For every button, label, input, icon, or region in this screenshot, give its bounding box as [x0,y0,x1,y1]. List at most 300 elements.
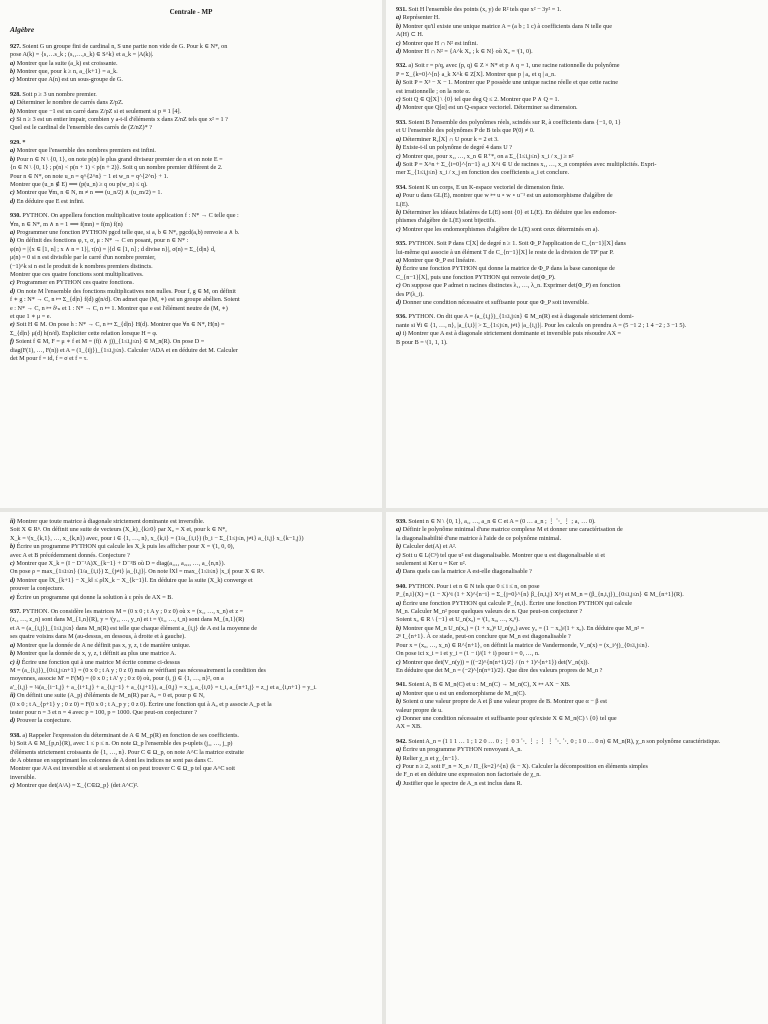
question-text: Montrer que la donnée de A ne définit pas x, y, z, t de manière unique. [16,641,191,649]
exercise-question [10,355,372,363]
exercise-statement-text: ∀m, n ∈ N*, m ∧ n = 1 ⟹ f(mn) = f(m) f(n) [10,220,123,228]
exercise-statement-line [396,6,758,14]
question-label: c) [396,762,401,770]
question-label: a) [396,256,402,264]
exercise-statement-text: et U l'ensemble des polynômes P de B tels que P(0) ≠ 0. [396,127,535,135]
question-text: Écrire une fonction qui à une matrice M écrite comme ci-dessus [21,658,181,666]
exercise-statement-line [10,608,372,616]
question-label: b) [396,698,402,706]
exercise-statement-text: de A obtenue en supprimant les colonnes de A dont les indices ne sont pas dans C. [10,756,213,764]
question-text: Montrer que M_n U_n(x₀) = (1 + x₀)ⁿ U_n(y₀) avec y₀ = (1 − x₀)/(1 + x₀). En déduire que M_n² = [402,624,645,632]
exercise-question [10,577,372,585]
exercise-statement-text: PYTHON. Soit P dans C[X] de degré n ≥ 1. Soit Φ_P l'application de C_{n−1}[X] dans [408,240,626,248]
question-text: la diagonalisabilité d'une matrice à l'aide de ce polynôme minimal. [396,534,562,542]
question-label: b) [396,624,402,632]
exercise-statement-line [396,591,758,599]
question-text: On pose ici x_i = i et y_i = (1 − i)/(1 + i) pour i = 0, …, n. [396,650,540,658]
exercise [396,583,758,675]
exercise-number: 933. [396,118,407,126]
question-label: c) [396,714,401,722]
question-text: Programmer une fonction PYTHON pgcd telle que, si a, b ∈ N*, pgcd(a,b) renvoie a ∧ b. [16,228,240,236]
exercise-question [396,616,758,624]
exercise-question [396,780,758,788]
exercise-question [396,339,758,347]
question-text: Définir le polynôme minimal d'une matrice complexe M et donner une caractérisation de [402,526,623,534]
question-label: c) [396,39,401,47]
question-text: Montrer que la suite (a_k) est croissante. [16,59,118,67]
question-text: Soient x₀ ∈ R \ {−1} et U_n(x₀) = ᵗ(1, x₀, …, x₀ⁿ). [396,616,520,624]
exercise-statement-line [396,738,758,746]
exercise-question [10,124,372,132]
question-label: f) [10,338,15,346]
exercise-question [396,568,758,576]
exercise-question [396,274,758,282]
question-text: Justifier que le spectre de A_n est inclus dans R. [402,779,523,787]
exercise-question [10,246,372,254]
exercise-statement-text: inversible. [10,773,36,781]
question-label: c) [10,116,15,124]
exercise-statement-line [10,774,372,782]
exercise-question [10,156,372,164]
exercise-statement-text: (z₁, …, z_n) sont dans M_{1,n}(R), y = ᵗ(y₁, …, y_n) et t = ᵗ(t₁, …, t_n) sont dans M_{n,1}(R) [10,616,245,624]
exercise-statement-text: Soient B l'ensemble des polynômes réels, scindés sur R, à coefficients dans {−1, 0, 1} [408,118,621,126]
exercise-question [396,201,758,209]
exercise-question [10,692,372,700]
exercise-number: 932. [396,62,407,70]
question-label: b) [396,208,402,216]
exercise-question [396,535,758,543]
exercise-question [396,299,758,307]
exercise-question [10,147,372,155]
exercise-question [396,763,758,771]
exercise [10,608,372,726]
question-text: Donner une condition nécessaire et suffisante pour qu'existe X ∈ M_n(C) \ {0} tel que [402,714,617,722]
question-text: Montrer qu'il existe une unique matrice A = (a b ; 1 c) à coefficients dans N telle que [402,22,613,30]
exercise-number: 942. [396,737,407,745]
exercise [10,518,372,602]
question-label: c) [396,152,401,160]
quadrant-bottom-left [0,512,382,1024]
question-text: Montrer que det(V_n(y)) = ((−2)^{n(n+1)/2} / (n + 1)^{n+1}) det(V_n(x)). [402,658,590,666]
question-label: c) [10,560,15,568]
question-text: X_k = ᵗ(x_{k,1}, …, x_{k,n}) avec, pour i ∈ {1, …, n}, x_{k,i} = (1/a_{i,i}) (b_i − Σ_{1≤j≤n, j≠i} a_{i,j} x_{k−1,j}) [10,534,304,542]
exercise-question [10,305,372,313]
exercise-number: 935. [396,240,407,248]
exercise-statement-text: Soit H l'ensemble des points (x, y) de R² tels que x² − 3y² = 1. [408,6,562,13]
exercise-question [396,560,758,568]
question-label: b) [396,22,402,30]
question-label: d) [10,287,16,295]
exercise [396,184,758,234]
question-label: ii) [10,518,16,525]
question-label: c) [396,658,401,666]
exercise-list [10,518,372,791]
exercise-statement-line [10,221,372,229]
question-text: Montrer que l'ensemble des nombres premiers est infini. [16,147,156,155]
exercise-question [10,271,372,279]
question-text: Écrire un programme PYTHON renvoyant A_n. [402,746,522,754]
exercise-question [10,164,372,172]
question-label: c) [10,782,15,790]
exercise-number: 941. [396,681,407,689]
question-text: μ(n) = 0 si n est divisible par le carré d'un nombre premier, [10,254,156,262]
question-text: φ(n) = |{x ∈ [1, n] ; x ∧ n = 1}|, τ(n) = |{d ∈ [1, n] ; d divise n}|, σ(n) = Σ_{d|n} d, [10,245,216,253]
question-text: On pose ρ = max_{1≤i≤n} (1/a_{i,i}) Σ_{j≠i} |a_{i,j}|. On note ‖X‖ = max_{1≤i≤n} |x_i| pour X ∈ Rⁿ. [10,568,265,576]
exercise-question [396,291,758,299]
exercise-statement-text: nante si ∀i ∈ {1, …, n}, |a_{i,i}| > Σ_{1≤j≤n, j≠i} |a_{i,j}|. Pour les calculs on prendra A = (5 −1 2 ; 1 4 −2 ; 3 −1 5). [396,321,687,329]
exercise-question [10,254,372,262]
exercise-statement-line [10,91,372,99]
question-label: a) [10,59,16,67]
exercise-question [10,782,372,790]
exercise-question [10,642,372,650]
exercise-question [10,116,372,124]
question-text: C_{n−1}[X], puis une fonction PYTHON qui renvoie det(Φ_P). [396,273,556,281]
question-text: Σ_{d|n} μ(d) h(n/d). Expliciter cette relation lorsque H = φ. [10,329,158,337]
exercise-statement-text: b) Soit A ∈ M_{p,n}(R), avec 1 ≤ p ≤ n. On note Ω_p l'ensemble des p-uplets (j₁, …, j_p) [10,740,233,748]
exercise-question [396,526,758,534]
question-text: valeur propre de u. [396,706,443,714]
question-label: ii) [10,692,16,700]
question-text: seulement si Ker u = Ker u². [396,560,467,568]
exercise-statement-text: PYTHON. On appellera fonction multiplicative toute application f : N* → C telle que : [22,212,239,220]
exercise-statement-text: ses quatre voisins dans M (au-dessus, en dessous, à droite et à gauche). [10,633,186,641]
question-text: Pour n ∈ N \ {0, 1}, on note p(n) le plus grand diviseur premier de n et on note E = [16,155,223,163]
question-text: Montrer que, pour x₁, …, x_n ∈ R⁺*, on a Σ_{1≤i,j≤n} x_i / x_j ≥ n² [402,152,574,160]
exercise-question [10,535,372,543]
question-text: Soit X ∈ Rⁿ. On définit une suite de vecteurs (X_k)_{k≥0} par X₀ = X et, pour k ∈ N*, [10,526,227,534]
question-text: Soit H ∈ M. On pose h : N* → C, n ↦ Σ_{d|n} H(d). Montrer que ∀n ∈ N*, H(n) = [16,321,225,329]
question-text: Montrer que ‖X_{k+1} − X_k‖ ≤ ρ‖X_k − X_{k−1}‖. En déduire que la suite (X_k) converge et [16,576,253,584]
question-text: a'_{i,j} = ¼(a_{i−1,j} + a_{i+1,j} + a_{i,j−1} + a_{i,j+1}), a_{0,j} = x_j, a_{i,0} = t_i, a_{n+1,j} = z_j et a_{i,n+1} = y_i. [10,683,317,691]
exercise-question [396,88,758,96]
question-label: a) [396,14,402,22]
question-text: det M pour f = id, f = σ et f = τ. [10,355,88,363]
question-label: a) [10,99,16,107]
exercise-question [396,153,758,161]
question-text: Montrer que u est un endomorphisme de M_n(C). [402,689,527,697]
question-label: d) [10,576,16,584]
exercise-list [396,6,758,347]
question-label: c) i) [10,658,21,666]
exercise-question [396,552,758,560]
question-text: Pour u dans GL(E), montrer que w ↦ u ∘ w ∘ u⁻¹ est un automorphisme d'algèbre de [402,192,613,200]
question-text: Calculer det(A) et A². [402,543,457,551]
exercise-question [396,667,758,675]
exercise-statement-text: Soient A_n = (1 1 1 … 1 ; 1 2 0 … 0 ; ⋮ 0 3 ⋱ ⋮ ; ⋮ ⋮ ⋱ ⋱ 0 ; 1 0 … 0 n) ∈ M_n(R), χ_n son polynôme caractéristique. [408,737,721,745]
exercise-question [10,237,372,245]
question-label: a) [396,526,402,534]
exercise [396,240,758,307]
question-text: Écrire une fonction PYTHON qui donne la matrice de Φ_P dans la base canonique de [402,265,615,273]
quadrant-top-left [0,0,382,508]
exercise-question [396,31,758,39]
exercise-question [396,226,758,234]
exercise [396,313,758,347]
question-text: Soit u ∈ L(Cⁿ) tel que u² est diagonalisable. Montrer que u est diagonalisable si et [402,551,605,559]
question-text: Soit P = X^n + Σ_{i=0}^{n−1} a_i X^i ∈ U de racines x₁, …, x_n comptées avec multiplicités. Expri- [402,160,657,168]
exercise-question [10,279,372,287]
question-label: a) [396,135,402,143]
exercise-question [396,96,758,104]
exercise-statement-text: pose A(k) = {s₁…s_k ; (s₁,…,s_k) ∈ S^k} et a_k = |A(k)|. [10,51,154,59]
exercise-number: 929. * [10,138,26,146]
exercise-statement-line [396,62,758,70]
question-label: d) [10,197,16,205]
question-label: c) [396,282,401,290]
exercise-number: 934. [396,183,407,191]
exercise-question [396,608,758,616]
question-text: Soient f ∈ M, F = μ ∗ f et M = (f(i ∧ j))_{1≤i,j≤n} ∈ M_n(R). On pose D = [15,338,205,346]
question-text: Montrer que det(AᵗA) = Σ_{C∈Ω_p} (det A^C)². [16,782,139,790]
exercise-statement-line [10,51,372,59]
question-text: (−1)^k si n est le produit de k nombres premiers distincts. [10,262,153,270]
question-text: Soient α une valeur propre de A et β une valeur propre de B. Montrer que α − β est [402,698,607,706]
page-header: Centrale - MP [169,8,213,16]
exercise-question [396,650,758,658]
exercise-statement-text: Soit p ≥ 3 un nombre premier. [22,90,97,98]
question-text: Écrire une fonction PYTHON qui calcule P_{n,i}. Écrire une fonction PYTHON qui calcule [402,599,633,607]
question-label: d) [396,48,402,56]
exercise-statement-text: PYTHON. Pour i et n ∈ N tels que 0 ≤ i ≤ n, on pose [408,582,540,590]
question-text: M_n. Calculer M_n² pour quelques valeurs de n. Que peut-on conjecturer ? [396,608,583,616]
exercise-question [396,209,758,217]
question-text: Déterminer R₂[X] ∩ U pour k = 2 et 3. [402,135,499,143]
question-text: Montrer que −1 est un carré dans Z/pZ si et seulement si p ≡ 1 [4]. [16,107,182,115]
question-text: Montrer que X_k = (I − D⁻¹A)X_{k−1} + D⁻¹B où D = diag(a₁,₁, a₂,₂, …, a_{n,n}). [16,560,226,568]
exercise-question [396,144,758,152]
exercise-statement-line [10,139,372,147]
question-text: Montrer que, pour k ≥ n, a_{k+1} = a_k. [16,68,118,76]
exercise-question [396,104,758,112]
exercise-question [396,23,758,31]
exercise-number: 938. [10,731,21,739]
question-label: a) [10,228,16,236]
exercise-question [396,136,758,144]
exercise-statement-text: P_{n,i}(X) = (1 − X)^i (1 + X)^{n−i} = Σ_{j=0}^{n} β_{n,i,j} X^j et M_n = (β_{n,i,j})_{0≤i,j≤n} ∈ M_{n+1}(R). [396,591,684,599]
question-text: Quel est le cardinal de l'ensemble des carrés de (Z/nZ)* ? [10,124,152,132]
exercise-statement-line [396,71,758,79]
exercise-list [10,43,372,364]
question-label: a) [396,192,402,200]
exercise-question [396,217,758,225]
question-label: b) [10,543,16,551]
exercise [10,43,372,85]
question-text: Programmer en PYTHON ces quatre fonctions. [16,279,134,287]
question-label: c) [396,96,401,104]
question-text: mer Σ_{1≤i,j≤n} x_i / x_j en fonction des coefficients a_i et conclure. [396,169,570,177]
exercise-question [396,79,758,87]
exercise-question [10,684,372,692]
question-label: b) [10,155,16,163]
question-label: a) [396,746,402,754]
exercise-question [10,173,372,181]
question-text: f ∗ g : N* → C, n ↦ Σ_{d|n} f(d) g(n/d). On admet que (M, ∗) est un groupe abélien. Soient [10,296,240,304]
exercise-question [396,330,758,338]
question-label: b) [396,79,402,87]
exercise-statement-text: lui-même qui associe à un élément T de C_{n−1}[X] le reste de la division de TP' par P. [396,248,614,256]
question-text: En déduire que E est infini. [16,197,85,205]
exercise-statement-text: Montrer que AᵗA est inversible si et seulement si on peut trouver C ∈ Ω_p tel que A^C soit [10,765,235,773]
question-text: En déduire que det M_n = (−2)^{n(n+1)/2}. Que dire des valeurs propres de M_n ? [396,666,603,674]
question-text: Montrer que (u_n ∉ E) ⟹ (p(u_n) ≥ q ou p(w_n) ≤ q). [10,180,148,188]
exercise-statement-text: PYTHON. On considère les matrices M = (0 x 0 ; t A y ; 0 z 0) où x = (x₁, …, x_n) et z = [22,608,244,616]
question-text: Dans quels cas la matrice A est-elle diagonalisable ? [402,568,532,576]
exercise-number: 940. [396,582,407,590]
exercise-question [396,600,758,608]
exercise-question [396,161,758,169]
exercise-statement-line [396,127,758,135]
question-label: e) [10,593,15,601]
exercise-statement-line [10,749,372,757]
exercise-question [396,723,758,731]
exercise [396,681,758,731]
exercise-question [396,715,758,723]
exercise [396,6,758,56]
question-text: Représenter H. [402,14,440,22]
quadrant-top-right [386,0,768,508]
question-label: d) [396,568,402,576]
question-text: On définit des fonctions φ, τ, σ, μ : N* → C en posant, pour n ∈ N* : [16,237,189,245]
exercise [10,732,372,791]
exercise-statement-text: Soient K un corps, E un K-espace vectoriel de dimension finie. [408,183,565,191]
question-text: Montrer que les endomorphismes d'algèbre de L(E) sont ceux déterminés en a). [402,225,600,233]
exercise [396,738,758,788]
exercise-statement-line [10,740,372,748]
question-label: a) [10,641,16,649]
exercise-statement-line [396,240,758,248]
question-label: c) [10,279,15,287]
exercise-question [396,543,758,551]
section-title-algebra: Algèbre [10,25,35,35]
question-text: B pour B = ᵗ(1, 1, 1). [396,338,448,346]
exercise-statement-line [10,633,372,641]
question-text: Existe-t-il un polynôme de degré 4 dans U ? [402,144,512,152]
exercise-statement-text: a) Soit r = p/q, avec (p, q) ∈ Z × N* et p ∧ q = 1, une racine rationnelle du polynôme [408,62,620,70]
exercise-statement-line [10,43,372,51]
question-text: Pour n ≥ 2, soit F_n = X_n / Π_{k=2}^{n} (k − X). Calculer la décomposition en éléments simples [402,762,648,770]
question-label: a) [396,689,402,697]
question-label: a) [396,599,402,607]
exercise-statement-text: a) Rappeler l'expression du déterminant de A ∈ M_p(R) en fonction de ses coefficients. [22,731,239,739]
exercise-statement-line [10,732,372,740]
question-text: prouver la conjecture. [10,585,65,593]
exercise-statement-text: Soient n ∈ N \ {0, 1}, a₁, …, a_n ∈ C et A = (0 … a_n ; ⋮ ⋱ ⋮ ; a₁ … 0). [408,518,596,525]
question-text: M = (a_{i,j})_{0≤i,j≤n+1} = (0 x 0 ; t A y ; 0 z 0) mais ne vérifiant pas nécessairement la condition des [10,666,266,674]
exercise-question [10,313,372,321]
question-text: phismes d'algèbre de L(E) sont bijectifs. [396,217,496,225]
question-label: e) [10,321,15,329]
question-text: Montrer que Q[α] est un Q-espace vectoriel. Déterminer sa dimension. [402,104,578,112]
question-text: Montrer que Φ_P est linéaire. [402,256,476,264]
exercise [10,139,372,206]
exercise-question [10,229,372,237]
exercise-question [10,709,372,717]
exercise-statement-line [10,212,372,220]
question-text: Montrer H ∩ N² = {A^k X₀ ; k ∈ N} où X₀ = ᵗ(1, 0). [402,48,533,56]
question-label: a) [10,147,16,155]
exercise-number: 937. [10,608,21,616]
question-text: Si n ≥ 3 est un entier impair, combien y a-t-il d'éléments x dans Z/nZ tels que x² = 1 ? [16,116,228,124]
question-text: (0 x 0 ; t A_{p+1} y ; 0 z 0) = F(0 x 0 ; t A_p y ; 0 z 0). Écrire une fonction qui à A₀ et p associe A_p et la [10,700,272,708]
question-label: b) [10,68,16,76]
question-label: a) [396,330,402,338]
question-text: Écrire un programme qui donne la solution à ε près de AX = B. [16,593,173,601]
exercise-question [10,181,372,189]
question-label: d) [396,160,402,168]
exercise-question [10,68,372,76]
exercise-question [10,321,372,329]
question-text: moyennes, associe M' = F(M) = (0 x 0 ; t A' y ; 0 z 0) où, pour (i, j) ∈ {1, …, n}², on a [10,675,224,683]
exercise-question [10,552,372,560]
question-text: L(E). [396,200,410,208]
exercise-question [396,659,758,667]
question-label: c) [10,76,15,84]
exercise-question [10,659,372,667]
exercise-question [396,642,758,650]
question-label: d) [10,717,16,725]
question-text: Prouver la conjecture. [16,717,72,725]
exercise-statement-line [10,765,372,773]
exercise-statement-line [396,583,758,591]
exercise-question [10,338,372,346]
exercise-question [10,650,372,658]
question-label: d) [396,779,402,787]
exercise-statement-text: Soient A, B ∈ M_n(C) et u : M_n(C) → M_n(C), X ↦ AX − XB. [408,681,571,689]
exercise-number: 936. [396,313,407,321]
exercise-question [10,526,372,534]
exercise-question [10,108,372,116]
question-label: b) [396,543,402,551]
exercise-question [396,192,758,200]
exercise-statement-text: PYTHON. On dit que A = (a_{i,j})_{1≤i,j≤n} ∈ M_n(R) est à diagonale strictement domi- [408,313,634,321]
exercise-statement-text: P = Σ_{k=0}^{n} a_k X^k ∈ Z[X]. Montrer que p | a₀ et q | a_n. [396,70,556,78]
exercise [396,119,758,178]
exercise-question [396,40,758,48]
question-label: b) [10,107,16,115]
exercise-question [396,265,758,273]
exercise [10,212,372,363]
exercise-question [396,14,758,22]
question-text: Montrer que ∀m, n ∈ N, m ≠ n ⟹ (u_n/2) ∧ (u_m/2) = 1. [16,189,162,197]
exercise-question [396,282,758,290]
question-text: A(H) ⊂ H. [396,31,424,39]
question-label: c) [396,551,401,559]
exercise-statement-line [396,119,758,127]
question-label: b) [10,237,16,245]
exercise-question [396,698,758,706]
exercise-number: 931. [396,6,407,13]
exercise-question [10,568,372,576]
exercise-question [396,707,758,715]
exercise-question [10,518,372,526]
exercise-question [10,675,372,683]
question-text: i) Montrer que A est à diagonale strictement dominante et inversible puis résoudre AX = [402,330,621,338]
exercise-statement-line [10,616,372,624]
exercise [396,518,758,577]
exercise-number: 930. [10,212,21,220]
question-text: Montrer que toute matrice à diagonale strictement dominante est inversible. [17,518,205,525]
question-text: Montrer que H ∩ N² est infini. [402,39,478,47]
question-text: de F_n et en déduire une expression non factorisée de χ_n. [396,771,541,779]
exercise-number: 939. [396,518,407,525]
exercise-statement-line [10,625,372,633]
exercise-question [10,667,372,675]
question-label: b) [10,650,16,658]
exercise-number: 927. [10,42,21,50]
exercise-question [10,585,372,593]
exercise-question [10,198,372,206]
